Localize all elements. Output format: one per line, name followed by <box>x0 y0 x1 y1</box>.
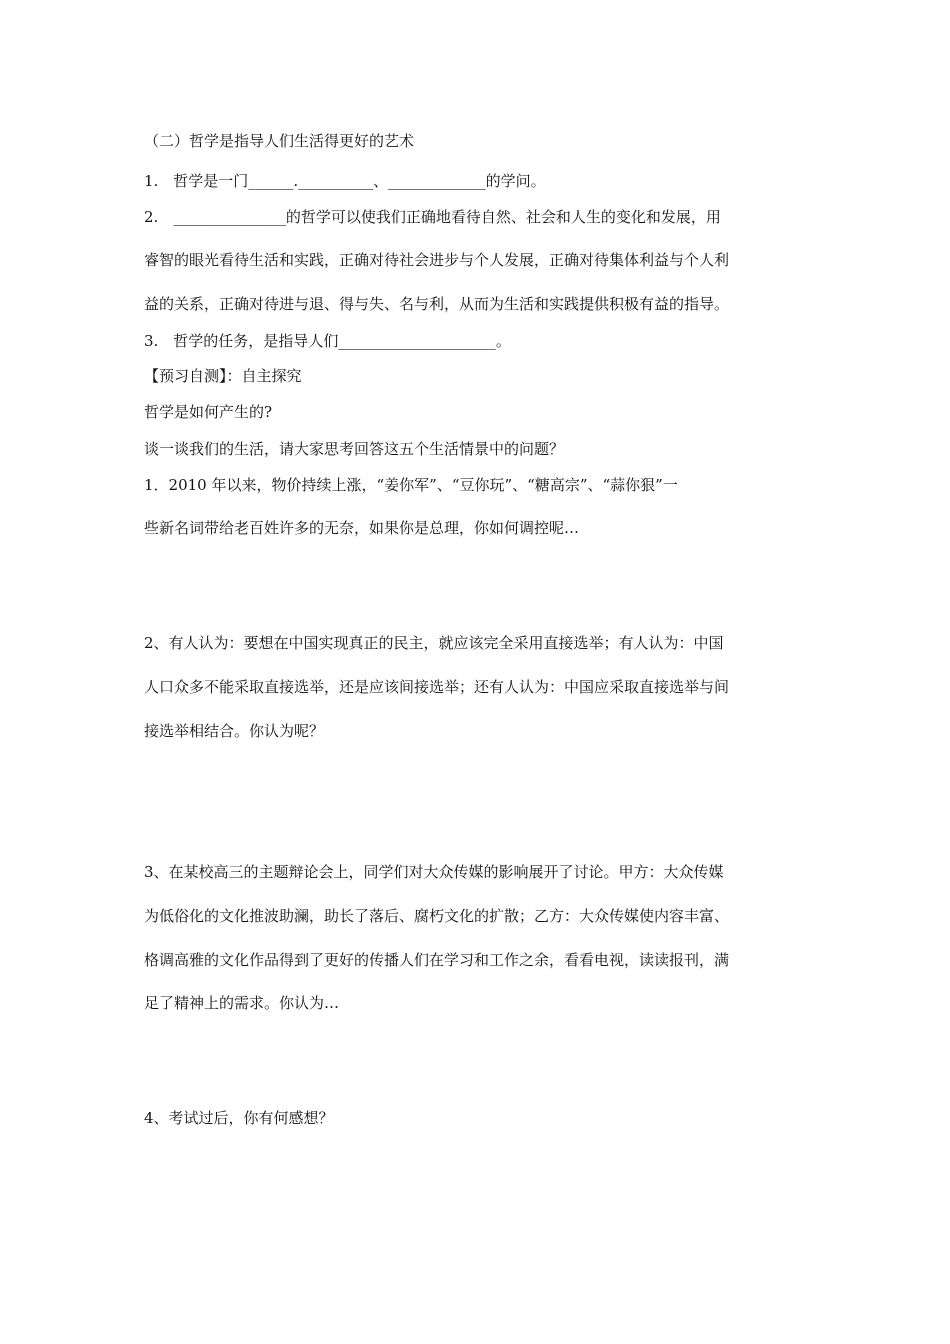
q3-line-2: 为低俗化的文化推波助澜，助长了落后、腐朽文化的扩散；乙方：大众传媒使内容丰富、 <box>144 907 730 925</box>
item-2-prefix: 2. <box>144 208 174 226</box>
item-2-text: 的哲学可以使我们正确地看待自然、社会和人生的变化和发展，用 <box>285 208 721 226</box>
item-2-blank: _______________ <box>173 208 286 226</box>
item-3-prefix: 3. 哲学的任务，是指导人们 <box>144 332 339 350</box>
item-3-suffix: 。 <box>495 332 511 350</box>
section-heading: （二）哲学是指导人们生活得更好的艺术 <box>144 132 415 150</box>
q2-line-2: 人口众多不能采取直接选举，还是应该间接选举；还有人认为：中国应采取直接选举与间 <box>144 678 730 696</box>
q2-line-3: 接选举相结合。你认为呢？ <box>144 722 325 740</box>
question-title: 哲学是如何产生的? <box>144 403 273 421</box>
q4: 4、考试过后，你有何感想？ <box>144 1109 334 1127</box>
item-3-blank: _____________________ <box>338 332 496 350</box>
item-1 <box>144 171 804 191</box>
q3-line-4: 足了精神上的需求。你认为… <box>144 994 340 1012</box>
q3-line-1: 3、在某校高三的主题辩论会上，同学们对大众传媒的影响展开了讨论。甲方：大众传媒 <box>144 863 724 881</box>
item-2-line-2: 睿智的眼光看待生活和实践，正确对待社会进步与个人发展，正确对待集体利益与个人利 <box>144 251 730 269</box>
item-1-blank-2: _____________ <box>388 172 486 190</box>
item-1-prefix: 1. 哲学是一门 <box>144 172 249 190</box>
self-test-heading: 【预习自测】：自主探究 <box>144 367 302 385</box>
intro-text: 谈一谈我们的生活，请大家思考回答这五个生活情景中的问题？ <box>144 440 565 458</box>
item-2-line-3: 益的关系，正确对待进与退、得与失、名与利，从而为生活和实践提供积极有益的指导。 <box>144 295 730 313</box>
q3-line-3: 格调高雅的文化作品得到了更好的传播人们在学习和工作之余，看看电视，读读报刊，满 <box>144 951 730 969</box>
item-2-line-1 <box>144 207 804 227</box>
item-1-suffix: 的学问。 <box>485 172 546 190</box>
item-1-blank-1: ______.__________ <box>248 172 374 190</box>
q2-line-1: 2、有人认为：要想在中国实现真正的民主，就应该完全采用直接选举；有人认为：中国 <box>144 634 724 652</box>
q1-line-2: 些新名词带给老百姓许多的无奈，如果你是总理，你如何调控呢… <box>144 519 580 537</box>
item-1-separator: 、 <box>373 172 389 190</box>
item-3 <box>144 331 804 351</box>
q1-line-1: 1．2010 年以来，物价持续上涨，“姜你军”、“豆你玩”、“糖高宗”、“蒜你狠”一 <box>144 476 678 494</box>
